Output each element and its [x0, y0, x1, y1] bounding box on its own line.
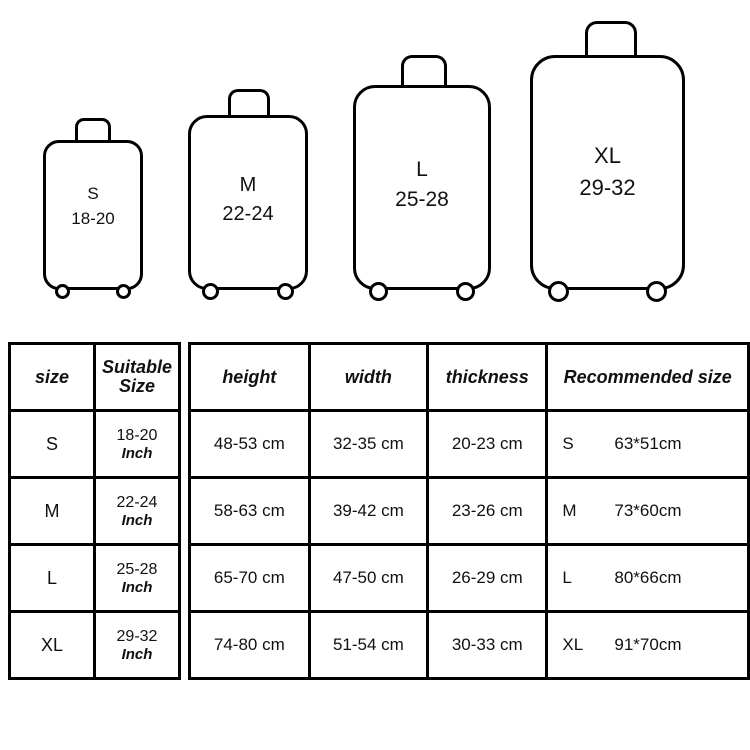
table-row: [10, 411, 180, 478]
table-row: [190, 478, 749, 545]
suitcase-wheel-icon: [369, 282, 388, 301]
cell-width: 32-35 cm: [309, 411, 428, 478]
cell-width: 39-42 cm: [309, 478, 428, 545]
cell-height: 74-80 cm: [190, 612, 310, 679]
suitcase-wheel-icon: [116, 284, 131, 299]
suitcase-handle-icon: [228, 89, 270, 117]
cell-thickness: 20-23 cm: [428, 411, 547, 478]
cell-recommended-dimension: 80*66cm: [614, 568, 682, 587]
cell-suitable-size: [95, 411, 180, 478]
luggage-size-illustration: [0, 0, 750, 325]
cell-thickness: 23-26 cm: [428, 478, 547, 545]
table-header-row: [10, 344, 180, 411]
cell-recommended-label: M: [562, 501, 577, 520]
table-row: [190, 411, 749, 478]
suitcase-size-label: S: [87, 184, 99, 203]
column-header-suitable-size: [95, 344, 180, 411]
suitcase-wheel-icon: [55, 284, 70, 299]
column-header-height: height: [190, 344, 310, 411]
suitcase-illustration-l: [353, 85, 491, 290]
suitcase-wheel-icon: [646, 281, 667, 302]
cell-height: 58-63 cm: [190, 478, 310, 545]
suitcase-illustration-m: [188, 115, 308, 290]
cell-thickness: 26-29 cm: [428, 545, 547, 612]
suitcase-caption: [353, 155, 491, 216]
suitcase-handle-icon: [401, 55, 447, 87]
cell-recommended-dimension: 73*60cm: [614, 501, 682, 520]
suitcase-wheel-icon: [277, 283, 294, 300]
suitcase-wheel-icon: [456, 282, 475, 301]
suitcase-size-label: L: [416, 158, 428, 181]
cell-suitable-size: [95, 478, 180, 545]
cell-suitable-size: [95, 545, 180, 612]
cell-recommended-dimension: 63*51cm: [614, 434, 682, 453]
cell-recommended-label: L: [562, 568, 572, 587]
cell-recommended-size: [547, 545, 749, 612]
cell-recommended-dimension: 91*70cm: [614, 635, 682, 654]
cell-suitable-value: 18-20: [116, 426, 158, 444]
suitcase-illustration-s: [43, 140, 143, 290]
suitcase-range-label: 22-24: [222, 203, 274, 225]
suitcase-caption: [188, 171, 308, 229]
cell-suitable-unit: Inch: [121, 511, 153, 529]
cell-height: 48-53 cm: [190, 411, 310, 478]
column-header-thickness: thickness: [428, 344, 547, 411]
column-header-suitable-line1: Suitable: [101, 357, 172, 378]
cell-suitable-unit: Inch: [121, 645, 153, 663]
table-header-row: [190, 344, 749, 411]
suitcase-handle-icon: [585, 21, 637, 57]
column-header-width: width: [309, 344, 428, 411]
cell-size: M: [10, 478, 95, 545]
cell-suitable-unit: Inch: [121, 444, 153, 462]
cell-recommended-label: XL: [562, 635, 584, 654]
cell-size: XL: [10, 612, 95, 679]
cell-suitable-size: [95, 612, 180, 679]
cell-height: 65-70 cm: [190, 545, 310, 612]
cell-width: 47-50 cm: [309, 545, 428, 612]
table-row: [190, 612, 749, 679]
cell-recommended-size: [547, 612, 749, 679]
column-header-size: size: [10, 344, 95, 411]
suitcase-size-label: XL: [594, 143, 621, 168]
column-header-suitable-line2: Size: [118, 376, 156, 396]
cell-recommended-label: S: [562, 434, 574, 453]
column-header-recommended-size: Recommended size: [547, 344, 749, 411]
cell-suitable-value: 29-32: [116, 627, 158, 645]
suitcase-range-label: 18-20: [71, 208, 115, 228]
suitcase-range-label: 25-28: [395, 188, 449, 212]
cell-recommended-size: [547, 478, 749, 545]
table-row: [10, 612, 180, 679]
suitcase-caption: [43, 182, 143, 231]
cell-suitable-unit: Inch: [121, 578, 153, 596]
cell-suitable-value: 25-28: [116, 560, 158, 578]
suitcase-wheel-icon: [202, 283, 219, 300]
suitcase-handle-icon: [75, 118, 111, 142]
suitcase-illustration-xl: [530, 55, 685, 290]
suitcase-caption: [530, 140, 685, 204]
dimensions-table: [188, 342, 750, 680]
suitcase-size-label: M: [239, 174, 257, 196]
table-row: [190, 545, 749, 612]
suitable-size-table: [8, 342, 181, 680]
cell-recommended-size: [547, 411, 749, 478]
suitcase-range-label: 29-32: [579, 174, 636, 200]
table-row: [10, 478, 180, 545]
cell-width: 51-54 cm: [309, 612, 428, 679]
cell-suitable-value: 22-24: [116, 493, 158, 511]
cell-thickness: 30-33 cm: [428, 612, 547, 679]
cell-size: S: [10, 411, 95, 478]
table-row: [10, 545, 180, 612]
suitcase-wheel-icon: [548, 281, 569, 302]
cell-size: L: [10, 545, 95, 612]
